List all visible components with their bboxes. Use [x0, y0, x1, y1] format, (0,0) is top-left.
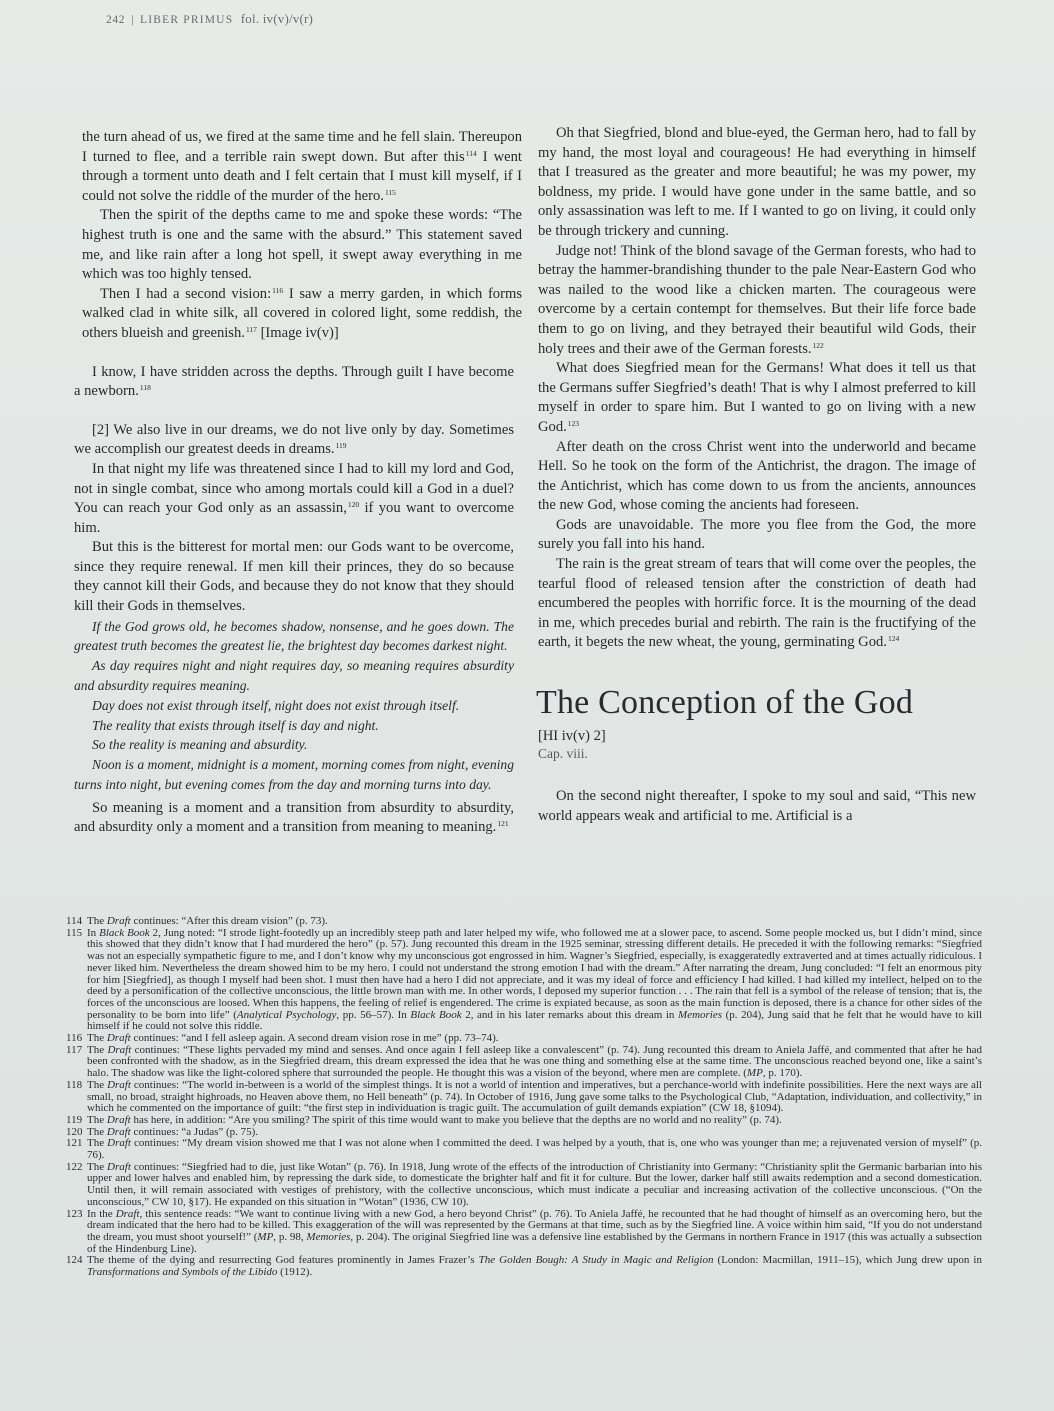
footnote	[66, 1045, 982, 1080]
italic-passage: Day does not exist through itself, night does not exist through itself.	[92, 697, 460, 713]
footnote-ref[interactable]: 117	[245, 324, 257, 334]
footnote-text: The Draft continues: “My dream vision showed me that I was not alone when I committed the deed. I was helped by a youth, that is, one who was younger than me; a rejuvenated version of myself” (p. 76).	[87, 1137, 982, 1162]
footnote-number: 119	[66, 1113, 83, 1126]
footnote-text: The Draft continues: “After this dream vision” (p. 73).	[87, 915, 328, 927]
italic-passage: The reality that exists through itself is day and night.	[92, 717, 379, 733]
paragraph: Then the spirit of the depths came to me and spoke these words: “The highest truth is one and the same with the absurd.” This statement saved me, and like rain after a long hot spell, it swept away everything in me which was too highly tensed.	[82, 207, 522, 283]
footnote-text: The Draft continues: “These lights pervaded my mind and senses. And once again I fell asleep like a convalescent” (p. 74). Jung recounted this dream to Aniela Jaffé, and commented that after he had been confronted with the shadow, as in the Siegfried dream, this dream expressed the idea that he was one thing and something else at the same time. The unconscious reached beyond one, like a saint’s halo. The shadow was like the light-colored sphere that surrounded the people. He thought this was a vision of the beyond, where men are complete. (MP, p. 170).	[87, 1043, 983, 1080]
italic-passage: Noon is a moment, midnight is a moment, morning comes from night, evening turns into night, but evening comes from the day and morning turns into day.	[74, 757, 515, 793]
footnote-ref[interactable]: 119	[335, 441, 347, 451]
paragraph: In that night my life was threatened since I had to kill my lord and God, not in single combat, since who among mortals could kill a God in a duel? You can reach your God only as an assassin,$^{120}$ if you want to overcome him.	[74, 460, 514, 536]
footnote	[66, 1033, 982, 1045]
footnote	[66, 916, 982, 928]
paragraph: What does Siegfried mean for the Germans! What does it tell us that the Germans suffer Siegfried’s death! That is why I almost preferred to kill myself in order to spare him. But I wanted to go on living with a new God.$^{123}$	[538, 360, 976, 435]
footnote-text: The Draft has here, in addition: “Are you smiling? The spirit of this time would want to make you believe that the depths are no world and no reality” (p. 74).	[87, 1113, 782, 1126]
footnote-ref[interactable]: 120	[347, 500, 360, 510]
paragraph: Then I had a second vision:$^{116}$ I saw a merry garden, in which forms walked clad in white silk, all covered in colored light, some reddish, the others blueish and greenish.$^{117}$ [Image iv(v)]	[82, 285, 522, 341]
footnote	[66, 1209, 982, 1256]
footnote-ref[interactable]: 121	[497, 819, 509, 829]
footnote-number: 115	[66, 926, 83, 939]
header-separator: |	[131, 14, 134, 26]
footnote-ref[interactable]: 115	[384, 187, 396, 197]
footnote-number: 114	[66, 915, 83, 927]
italic-passage: If the God grows old, he becomes shadow, nonsense, and he goes down. The greatest truth becomes the greatest lie, the brightest day becomes darkest night.	[74, 618, 514, 654]
book-title: LIBER PRIMUS	[139, 14, 234, 26]
footnote-text: The Draft continues: “a Judas” (p. 75).	[87, 1125, 259, 1138]
footnote	[66, 1080, 982, 1115]
italic-passage: As day requires night and night requires day, so meaning requires absurdity and absurdity requires meaning.	[74, 658, 514, 694]
footnote-number: 121	[66, 1137, 83, 1150]
footnote-text: In Black Book 2, Jung noted: “I strode light-footedly up an incredibly steep path and later helped my wife, who followed me at a slower pace, to ascend. Some people mocked us, but I didn’t mind, since this showed that they didn’t know that I had murdered the hero” (p. 57). Jung recounted this dream in the 1925 seminar, stressing different details. He preceded it with the following remarks: “Siegfried was not an especially sympathetic figure to me, and I don’t know why my unconscious got engrossed in him. Wagner’s Siegfried, especially, is exaggeratedly extraverted and at times actually ridiculous. I never liked him. Nevertheless the dream showed him to be my hero. I could not understand the strong emotion I had with the dream.” After narrating the dream, Jung concluded: “I felt an enormous pity for him [Siegfried], as though I myself had been shot. I must then have had a hero I did not appreciate, and it was my ideal of force and efficiency I had killed. I had killed my intellect, helped on to the deed by a personification of the collective unconscious, the little brown man with me. In other words, I deposed my superior function . . . The rain that fell is a symbol of the release of tension; that is, the forces of the unconscious are loosed. When this happens, the feeling of relief is engendered. The crime is expiated because, as soon as the main function is deposed, there is a chance for other sides of the personality to be born into life” (Analytical Psychology, pp. 56–57). In Black Book 2, and in his later remarks about this dream in Memories (p. 204), Jung said that he felt that he would have to kill himself if he could not solve this riddle.	[87, 926, 982, 1033]
chapter-reference: [HI iv(v) 2]	[538, 728, 606, 745]
footnote-number: 116	[66, 1032, 83, 1045]
paragraph: [2] We also live in our dreams, we do not live only by day. Sometimes we accomplish our greatest deeds in dreams.$^{119}$	[74, 421, 514, 458]
right-column	[538, 124, 976, 826]
footnote-text: The Draft continues: “Siegfried had to die, just like Wotan” (p. 76). In 1918, Jung wrote of the effects of the introduction of Christianity into Germany: “Christianity split the Germanic barbarian into his upper and lower halves and enabled him, by repressing the dark side, to domesticate the brighter half and fit it for culture. But the lower, darker half still awaits redemption and a second domestication. Until then, it will remain associated with vestiges of prehistory, with the collective unconscious, which must indicate a peculiar and increasing activation of the collective unconscious. (“On the unconscious,” CW 10, §17). He expanded on this situation in “Wotan” (1936, CW 10).	[87, 1160, 982, 1208]
chapter-number: Cap. viii.	[538, 746, 588, 762]
chapter-opening-paragraph: On the second night thereafter, I spoke to my soul and said, “This new world appears weak and artificial to me. Artificial is a	[538, 788, 976, 824]
footnote-ref[interactable]: 124	[887, 634, 900, 644]
footnote-number: 117	[66, 1043, 83, 1056]
footnote-text: The theme of the dying and resurrecting God features prominently in James Frazer’s The Golden Bough: A Study in Magic and Religion (London: Macmillan, 1911–15), which Jung drew upon in Transformations and Symbols of the Libido (1912).	[87, 1254, 982, 1279]
paragraph: So meaning is a moment and a transition from absurdity to absurdity, and absurdity only a moment and a transition from meaning to meaning.$^{121}$	[74, 799, 514, 836]
footnote-ref[interactable]: 114	[465, 148, 477, 158]
footnote-text: The Draft continues: “The world in-between is a world of the simplest things. It is not a world of intention and imperatives, but a perchance-world with indefinite possibilities. Here the next ways are all small, no broad, straight highroads, no Heaven above them, no Hell beneath” (p. 74). In October of 1916, Jung gave some talks to the Psychological Club, “Adaptation, individuation, and collectivity,” in which he commented on the importance of guilt: “the first step in individuation is tragic guilt. The accumulation of guilt demands expiation” (CW 18, §1094).	[87, 1078, 982, 1115]
paragraph: Judge not! Think of the blond savage of the German forests, who had to betray the hammer-brandishing thunder to the pale Near-Eastern God who was nailed to the wood like a chicken marten. The courageous were overcome by a certain contempt for themselves. But their life force bade them to go on living, and they betrayed their beautiful wild Gods, their holy trees and their awe of the German forests.$^{122}$	[538, 242, 976, 357]
left-column	[74, 128, 522, 838]
footnote-number: 120	[66, 1125, 83, 1138]
chapter-title: The Conception of the God	[536, 684, 914, 722]
paragraph: I know, I have stridden across the depths. Through guilt I have become a newborn.$^{118}$	[74, 363, 514, 400]
footnote-ref[interactable]: 118	[139, 383, 151, 393]
paragraph: The rain is the great stream of tears that will come over the peoples, the tearful flood of released tension after the constriction of death had encumbered the peoples with horrific force. It is the mourning of the dead in me, which precedes burial and rebirth. The rain is the fructifying of the earth, it begets the new wheat, the young, germinating God.$^{124}$	[538, 556, 976, 651]
footnotes	[66, 916, 982, 1279]
footnote-ref[interactable]: 122	[812, 340, 824, 350]
page-number: 242	[106, 14, 126, 26]
running-head	[106, 11, 313, 27]
paragraph: Gods are unavoidable. The more you flee from the God, the more surely you fall into his hand.	[538, 516, 976, 553]
paragraph: After death on the cross Christ went into the underworld and became Hell. So he took on the form of the Antichrist, the dragon. The image of the Antichrist, which has come down to us from the ancients, announces the new God, whose coming the ancients had foreseen.	[538, 438, 976, 514]
footnote-text: The Draft continues: “and I fell asleep again. A second dream vision rose in me” (pp. 73–74).	[87, 1032, 499, 1045]
italic-passage: So the reality is meaning and absurdity.	[92, 737, 308, 753]
footnote-ref[interactable]: 116	[272, 285, 284, 295]
footnote	[66, 1162, 982, 1209]
folio-reference: fol. iv(v)/v(r)	[240, 11, 314, 26]
paragraph: Oh that Siegfried, blond and blue-eyed, the German hero, had to fall by my hand, the most loyal and courageous! He had everything in himself that I treasured as the greater and more beautiful; he was my power, my boldness, my pride. I would have gone under in the same battle, and so only assassination was left to me. If I wanted to go on living, it could only be through trickery and cunning.	[538, 125, 976, 239]
footnote-ref[interactable]: 123	[567, 418, 580, 428]
footnote	[66, 1115, 982, 1127]
paragraph: the turn ahead of us, we fired at the same time and he fell slain. Thereupon I turned to flee, and a terrible rain swept down. But after this$^{114}$ I went through a torment unto death and I felt certain that I must kill myself, if I could not solve the riddle of the murder of the hero.$^{115}$	[82, 129, 522, 204]
footnote-number: 118	[66, 1078, 83, 1091]
footnote-number: 123	[66, 1207, 83, 1220]
footnote-text: In the Draft, this sentence reads: “We want to continue living with a new God, a hero beyond Christ” (p. 76). To Aniela Jaffé, he recounted that he had thought of himself as an overcoming hero, but the dream indicated that the hero had to be killed. This exaggeration of the will was represented by the Germans at that time, such as by the Siegfried line. A voice within him said, “If you do not understand the dream, you must shoot yourself!” (MP, p. 98, Memories, p. 204). The original Siegfried line was a defensive line established by the Germans in northern France in 1917 (this was actually a subsection of the Hindenburg Line).	[87, 1207, 983, 1255]
paragraph: But this is the bitterest for mortal men: our Gods want to be overcome, since they require renewal. If men kill their princes, they do so because they cannot kill their Gods, and because they do not know that they should kill their Gods in themselves.	[74, 539, 514, 615]
footnote-number: 124	[66, 1254, 83, 1267]
footnote	[66, 1255, 982, 1278]
footnote	[66, 928, 982, 1033]
footnote-number: 122	[66, 1160, 83, 1173]
footnote	[66, 1138, 982, 1161]
